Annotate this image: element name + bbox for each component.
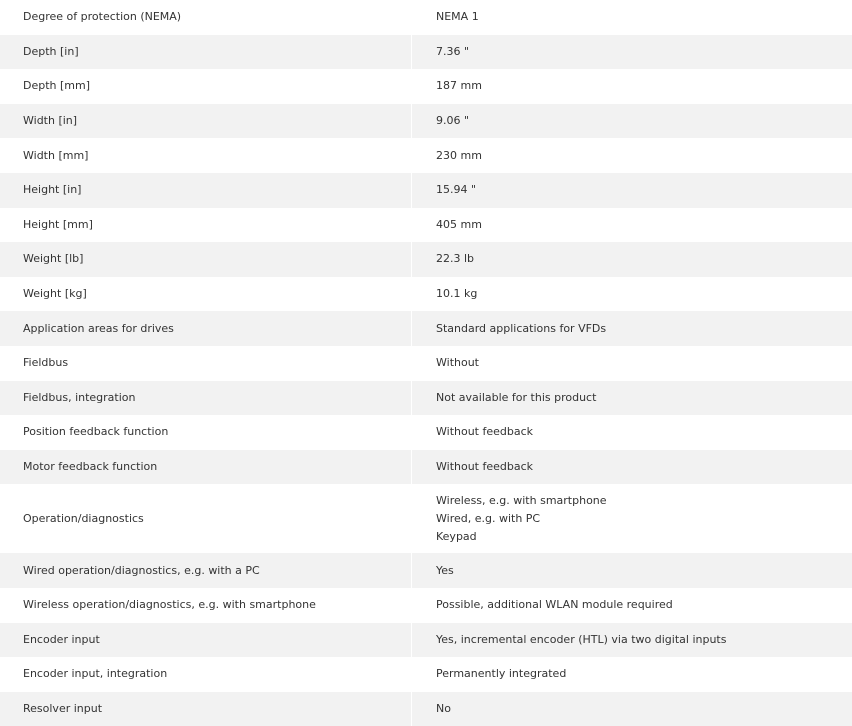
- table-row: [0, 450, 852, 485]
- spec-label: Application areas for drives: [0, 311, 411, 346]
- spec-value-line: 7.36 ": [436, 44, 470, 58]
- spec-value-line: No: [436, 701, 451, 715]
- table-row: [0, 69, 852, 104]
- table-row: [0, 208, 852, 243]
- spec-value-line: 9.06 ": [436, 114, 470, 128]
- spec-value: [412, 242, 852, 277]
- spec-label: Encoder input: [0, 623, 411, 658]
- spec-label: Weight [lb]: [0, 242, 411, 277]
- spec-value-line: Wireless, e.g. with smartphone: [436, 493, 607, 507]
- spec-value: [412, 104, 852, 139]
- spec-label: Fieldbus: [23, 356, 69, 370]
- spec-label: Operation/diagnostics: [23, 511, 144, 525]
- spec-value: [412, 0, 852, 35]
- spec-value: [412, 381, 852, 416]
- table-row: [0, 104, 852, 139]
- spec-label: Wireless operation/diagnostics, e.g. with smartphone: [23, 598, 316, 612]
- table-row: [0, 553, 852, 588]
- spec-value-line: Permanently integrated: [436, 667, 567, 681]
- spec-value: [412, 311, 852, 346]
- spec-label: Motor feedback function: [0, 450, 411, 485]
- spec-value: [412, 415, 852, 450]
- spec-label: Width [in]: [0, 104, 411, 139]
- spec-value: [412, 553, 852, 588]
- spec-value-line: Yes, incremental encoder (HTL) via two digital inputs: [436, 632, 727, 646]
- table-row: [0, 0, 852, 35]
- spec-value: [412, 277, 852, 312]
- table-row: [0, 35, 852, 70]
- spec-value: [412, 588, 852, 623]
- spec-value: [412, 35, 852, 70]
- spec-value-line: Standard applications for VFDs: [436, 321, 607, 335]
- spec-value: [412, 484, 852, 553]
- spec-value-line: Without feedback: [436, 425, 534, 439]
- spec-value: [412, 173, 852, 208]
- table-row: [0, 588, 852, 623]
- spec-value: [412, 208, 852, 243]
- table-row: [0, 381, 852, 416]
- table-row: [0, 657, 852, 692]
- table-row: [0, 623, 852, 658]
- spec-value-line: Without feedback: [436, 460, 534, 474]
- spec-value-line: 15.94 ": [436, 183, 477, 197]
- spec-label: Width [mm]: [23, 148, 89, 162]
- spec-label: Depth [mm]: [23, 79, 91, 93]
- spec-value: [412, 623, 852, 658]
- spec-value: [412, 69, 852, 104]
- spec-label: Encoder input, integration: [23, 667, 168, 681]
- spec-label: Weight [kg]: [23, 287, 87, 301]
- spec-label: Fieldbus, integration: [0, 381, 411, 416]
- spec-value-line: 10.1 kg: [436, 287, 478, 301]
- spec-value-line: Not available for this product: [436, 390, 597, 404]
- table-row: [0, 173, 852, 208]
- spec-value-line: NEMA 1: [436, 10, 479, 24]
- spec-value-line: 187 mm: [436, 79, 482, 93]
- table-row: [0, 138, 852, 173]
- table-row: [0, 415, 852, 450]
- spec-value-line: 405 mm: [436, 217, 482, 231]
- spec-label: Height [mm]: [23, 217, 93, 231]
- spec-value-line: Yes: [436, 563, 454, 577]
- spec-label: Resolver input: [0, 692, 411, 726]
- spec-label: Wired operation/diagnostics, e.g. with a PC: [0, 553, 411, 588]
- spec-value-line: Without: [436, 356, 479, 370]
- table-row: [0, 242, 852, 277]
- spec-label: Degree of protection (NEMA): [23, 10, 182, 24]
- spec-value-line: Possible, additional WLAN module required: [436, 598, 673, 612]
- table-row: [0, 311, 852, 346]
- table-row: [0, 277, 852, 312]
- table-row: [0, 346, 852, 381]
- spec-value: [412, 138, 852, 173]
- spec-value-line: 22.3 lb: [436, 252, 475, 266]
- spec-value-line: 230 mm: [436, 148, 482, 162]
- spec-value: [412, 346, 852, 381]
- spec-value: [412, 692, 852, 726]
- spec-label: Height [in]: [0, 173, 411, 208]
- spec-value-line: Keypad: [436, 529, 477, 543]
- spec-label: Position feedback function: [23, 425, 169, 439]
- table-row: [0, 692, 852, 726]
- spec-value-line: Wired, e.g. with PC: [436, 511, 541, 525]
- table-row: [0, 484, 852, 553]
- spec-label: Depth [in]: [0, 35, 411, 70]
- spec-value: [412, 450, 852, 485]
- spec-value: [412, 657, 852, 692]
